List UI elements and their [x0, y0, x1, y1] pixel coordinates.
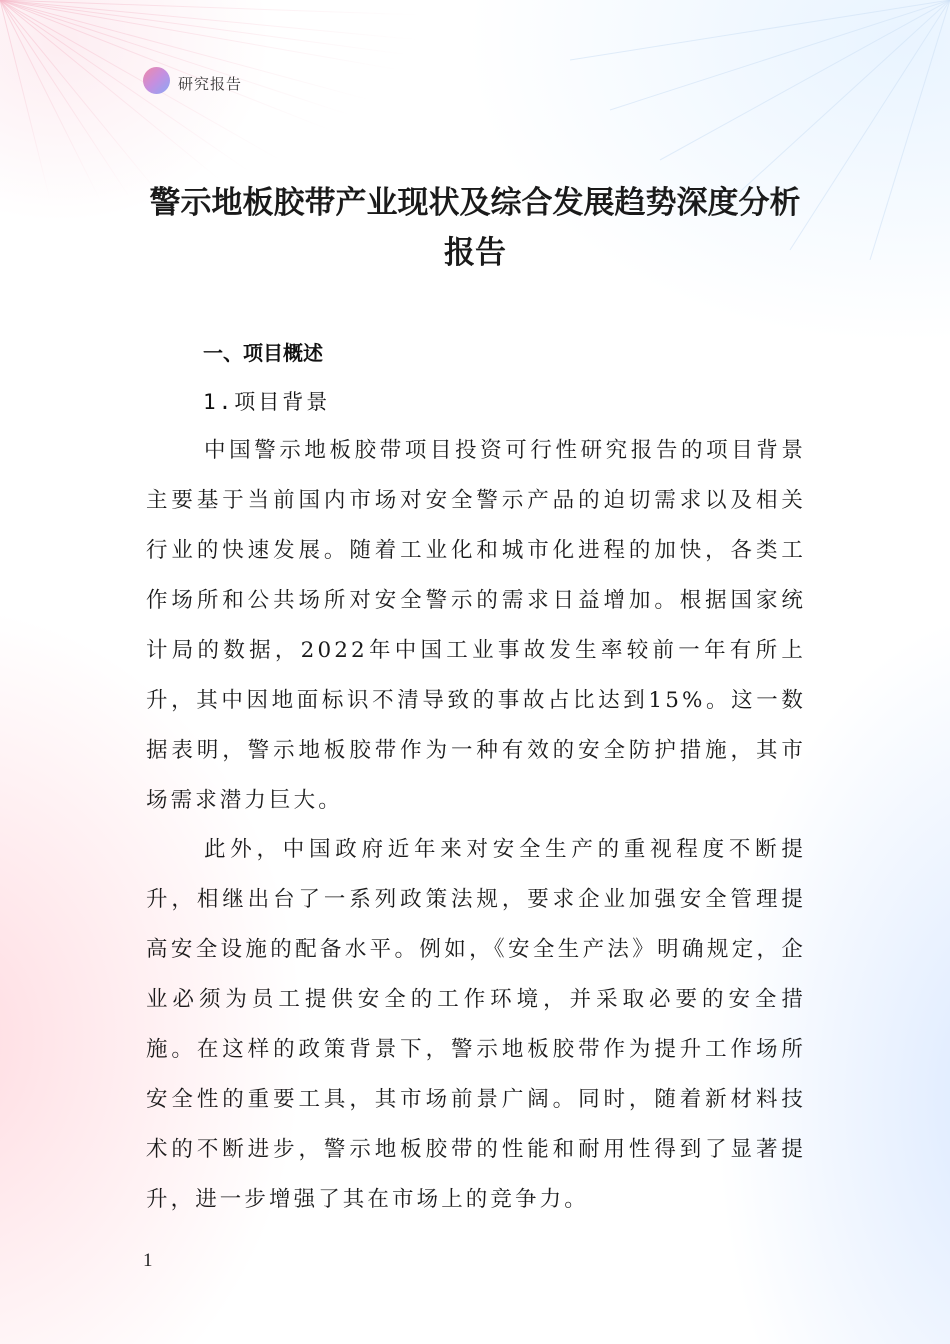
- section-heading: 一、项目概述: [203, 341, 323, 365]
- header-label: 研究报告: [178, 75, 243, 93]
- body-paragraph: 此外，中国政府近年来对安全生产的重视程度不断提升，相继出台了一系列政策法规，要求企业加强安全管理提高安全设施的配备水平。例如，《安全生产法》明确规定，企业必须为员工提供安全的工作环境，并采取必要的安全措施。在这样的政策背景下，警示地板胶带作为提升工作场所安全性的重要工具，其市场前景广阔。同时，随着新材料技术的不断进步，警示地板胶带的性能和耐用性得到了显著提升，进一步增强了其在市场上的竞争力。: [146, 837, 806, 1212]
- report-logo-icon: [143, 67, 170, 94]
- decorative-ray-pattern: [0, 0, 420, 200]
- body-paragraph: 中国警示地板胶带项目投资可行性研究报告的项目背景主要基于当前国内市场对安全警示产品的迫切需求以及相关行业的快速发展。随着工业化和城市化进程的加快，各类工作场所和公共场所对安全警示的需求日益增加。根据国家统计局的数据，2022年中国工业事故发生率较前一年有所上升，其中因地面标识不清导致的事故占比达到15%。这一数据表明，警示地板胶带作为一种有效的安全防护措施，其市场需求潜力巨大。: [146, 438, 806, 813]
- page-number: 1: [143, 1250, 153, 1271]
- sub-heading: 1.项目背景: [203, 390, 331, 414]
- document-title: 警示地板胶带产业现状及综合发展趋势深度分析报告: [149, 185, 801, 271]
